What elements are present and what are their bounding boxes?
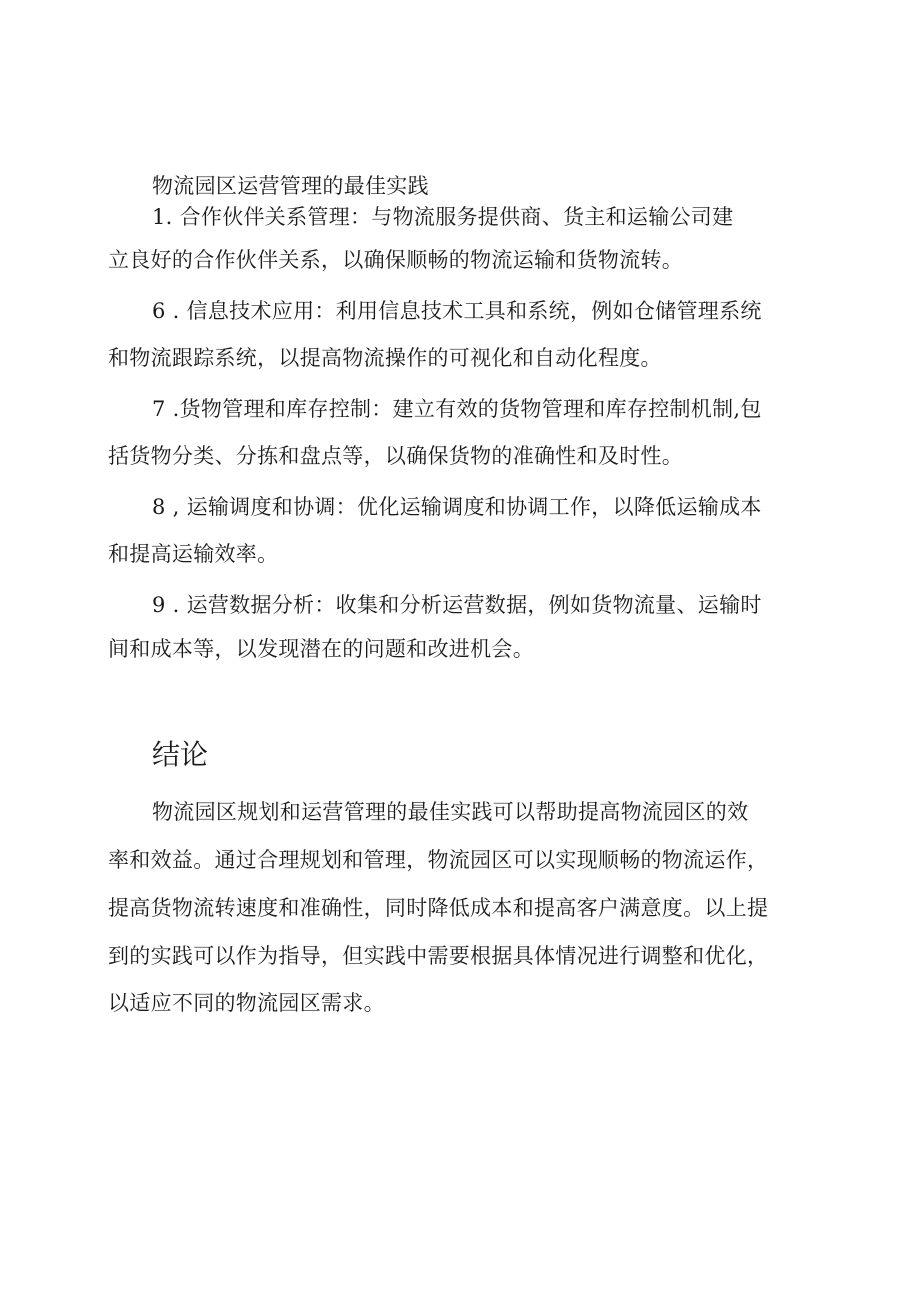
list-item-8-line-2: 和提高运输效率。: [108, 542, 279, 566]
list-item-1-line-1: 1. 合作伙伴关系管理：与物流服务提供商、货主和运输公司建: [152, 205, 734, 229]
conclusion-line-5: 以适应不同的物流园区需求。: [108, 991, 385, 1015]
conclusion-heading: 结论: [152, 738, 209, 771]
conclusion-line-4: 到的实践可以作为指导，但实践中需要根据具体情况进行调整和优化，: [108, 944, 769, 968]
list-item-1-line-2: 立良好的合作伙伴关系，以确保顺畅的物流运输和货物流转。: [108, 248, 684, 272]
conclusion-line-2: 率和效益。通过合理规划和管理，物流园区可以实现顺畅的物流运作，: [108, 848, 769, 872]
list-item-7-line-1: 7 .货物管理和库存控制：建立有效的货物管理和库存控制机制,包: [152, 397, 762, 421]
conclusion-line-3: 提高货物流转速度和准确性，同时降低成本和提高客户满意度。以上提: [108, 896, 769, 920]
list-item-8-line-1: 8 , 运输调度和协调：优化运输调度和协调工作，以降低运输成本: [152, 495, 762, 519]
conclusion-line-1: 物流园区规划和运营管理的最佳实践可以帮助提高物流园区的效: [152, 800, 749, 824]
list-item-9-line-2: 间和成本等，以发现潜在的问题和改进机会。: [108, 637, 534, 661]
list-item-6-line-2: 和物流跟踪系统，以提高物流操作的可视化和自动化程度。: [108, 346, 662, 370]
list-item-9-line-1: 9 . 运营数据分析：收集和分析运营数据，例如货物流量、运输时: [152, 593, 762, 617]
list-item-7-line-2: 括货物分类、分拣和盘点等，以确保货物的准确性和及时性。: [108, 444, 684, 468]
list-item-6-line-1: 6 . 信息技术应用：利用信息技术工具和系统，例如仓储管理系统: [152, 299, 762, 323]
section-title: 物流园区运营管理的最佳实践: [152, 174, 429, 198]
